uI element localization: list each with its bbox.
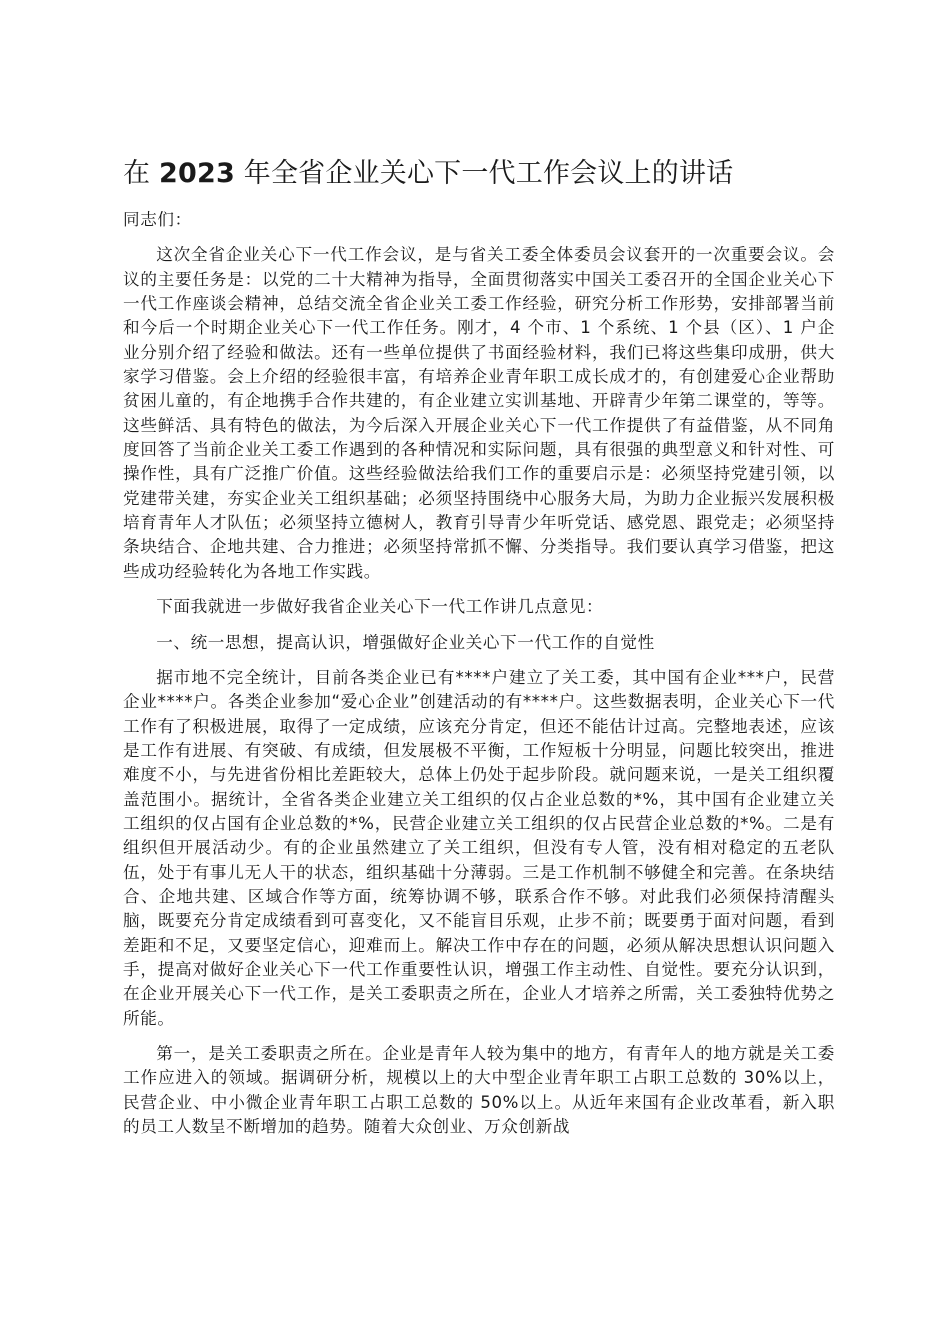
paragraph-first-point: 第一，是关工委职责之所在。企业是青年人较为集中的地方，有青年人的地方就是关工委工作应进入的领域。据调研分析，规模以上的大中型企业青年职工占职工总数的 30%以上，民营企业、中小微企业青年职工占职工总数的 50%以上。从近年来国有企业改革看，新入职的员工人数呈不断增加的趋势。随着大众创业、万众创新战 — [123, 1044, 835, 1137]
paragraph-statistics: 据市地不完全统计，目前各类企业已有****户建立了关工委，其中国有企业***户，民营企业****户。各类企业参加“爱心企业”创建活动的有****户。这些数据表明，企业关心下一代工作有了积极进展，取得了一定成绩，应该充分肯定，但还不能估计过高。完整地表述，应该是工作有进展、有突破、有成绩，但发展极不平衡，工作短板十分明显，问题比较突出，推进难度不小，与先进省份相比差距较大，总体上仍处于起步阶段。就问题来说，一是关工组织覆盖范围小。据统计，全省各类企业建立关工组织的仅占企业总数的*%，其中国有企业建立关工组织的仅占国有企业总数的*%，民营企业建立关工组织的仅占民营企业总数的*%。二是有组织但开展活动少。有的企业虽然建立了关工组织，但没有专人管，没有相对稳定的五老队伍，处于有事儿无人干的状态，组织基础十分薄弱。三是工作机制不够健全和完善。在条块结合、企地共建、区域合作等方面，统筹协调不够，联系合作不够。对此我们必须保持清醒头脑，既要充分肯定成绩看到可喜变化，又不能盲目乐观，止步不前；既要勇于面对问题，看到差距和不足，又要坚定信心，迎难而上。解决工作中存在的问题，必须从解决思想认识问题入手，提高对做好企业关心下一代工作重要性认识，增强工作主动性、自觉性。要充分认识到，在企业开展关心下一代工作，是关工委职责之所在，企业人才培养之所需，关工委独特优势之所能。 — [123, 667, 835, 1028]
title-suffix: 年全省企业关心下一代工作会议上的讲话 — [243, 158, 734, 189]
paragraph-intro: 这次全省企业关心下一代工作会议，是与省关工委全体委员会议套开的一次重要会议。会议的主要任务是：以党的二十大精神为指导，全面贯彻落实中国关工委召开的全国企业关心下一代工作座谈会精神，总结交流全省企业关工委工作经验，研究分析工作形势，安排部署当前和今后一个时期企业关心下一代工作任务。刚才，4 个市、1 个系统、1 个县（区）、1 户企业分别介绍了经验和做法。还有一些单位提供了书面经验材料，我们已将这些集印成册，供大家学习借鉴。会上介绍的经验很丰富，有培养企业青年职工成长成才的，有创建爱心企业帮助贫困儿童的，有企地携手合作共建的，有企业建立实训基地、开辟青少年第二课堂的，等等。这些鲜活、具有特色的做法，为今后深入开展企业关心下一代工作提供了有益借鉴，从不同角度回答了当前企业关工委工作遇到的各种情况和实际问题，具有很强的典型意义和针对性、可操作性，具有广泛推广价值。这些经验做法给我们工作的重要启示是：必须坚持党建引领，以党建带关建，夯实企业关工组织基础；必须坚持围绕中心服务大局，为助力企业振兴发展积极培育青年人才队伍；必须坚持立德树人，教育引导青少年听党话、感党恩、跟党走；必须坚持条块结合、企地共建、合力推进；必须坚持常抓不懈、分类指导。我们要认真学习借鉴，把这些成功经验转化为各地工作实践。 — [123, 245, 835, 581]
section-heading-1: 一、统一思想，提高认识，增强做好企业关心下一代工作的自觉性 — [156, 632, 655, 652]
title-year: 2023 — [159, 158, 235, 189]
paragraph-transition: 下面我就进一步做好我省企业关心下一代工作讲几点意见： — [156, 597, 604, 617]
salutation: 同志们： — [123, 210, 192, 229]
document-body — [123, 208, 835, 1150]
document-title — [123, 152, 733, 196]
title-prefix: 在 — [123, 158, 151, 189]
